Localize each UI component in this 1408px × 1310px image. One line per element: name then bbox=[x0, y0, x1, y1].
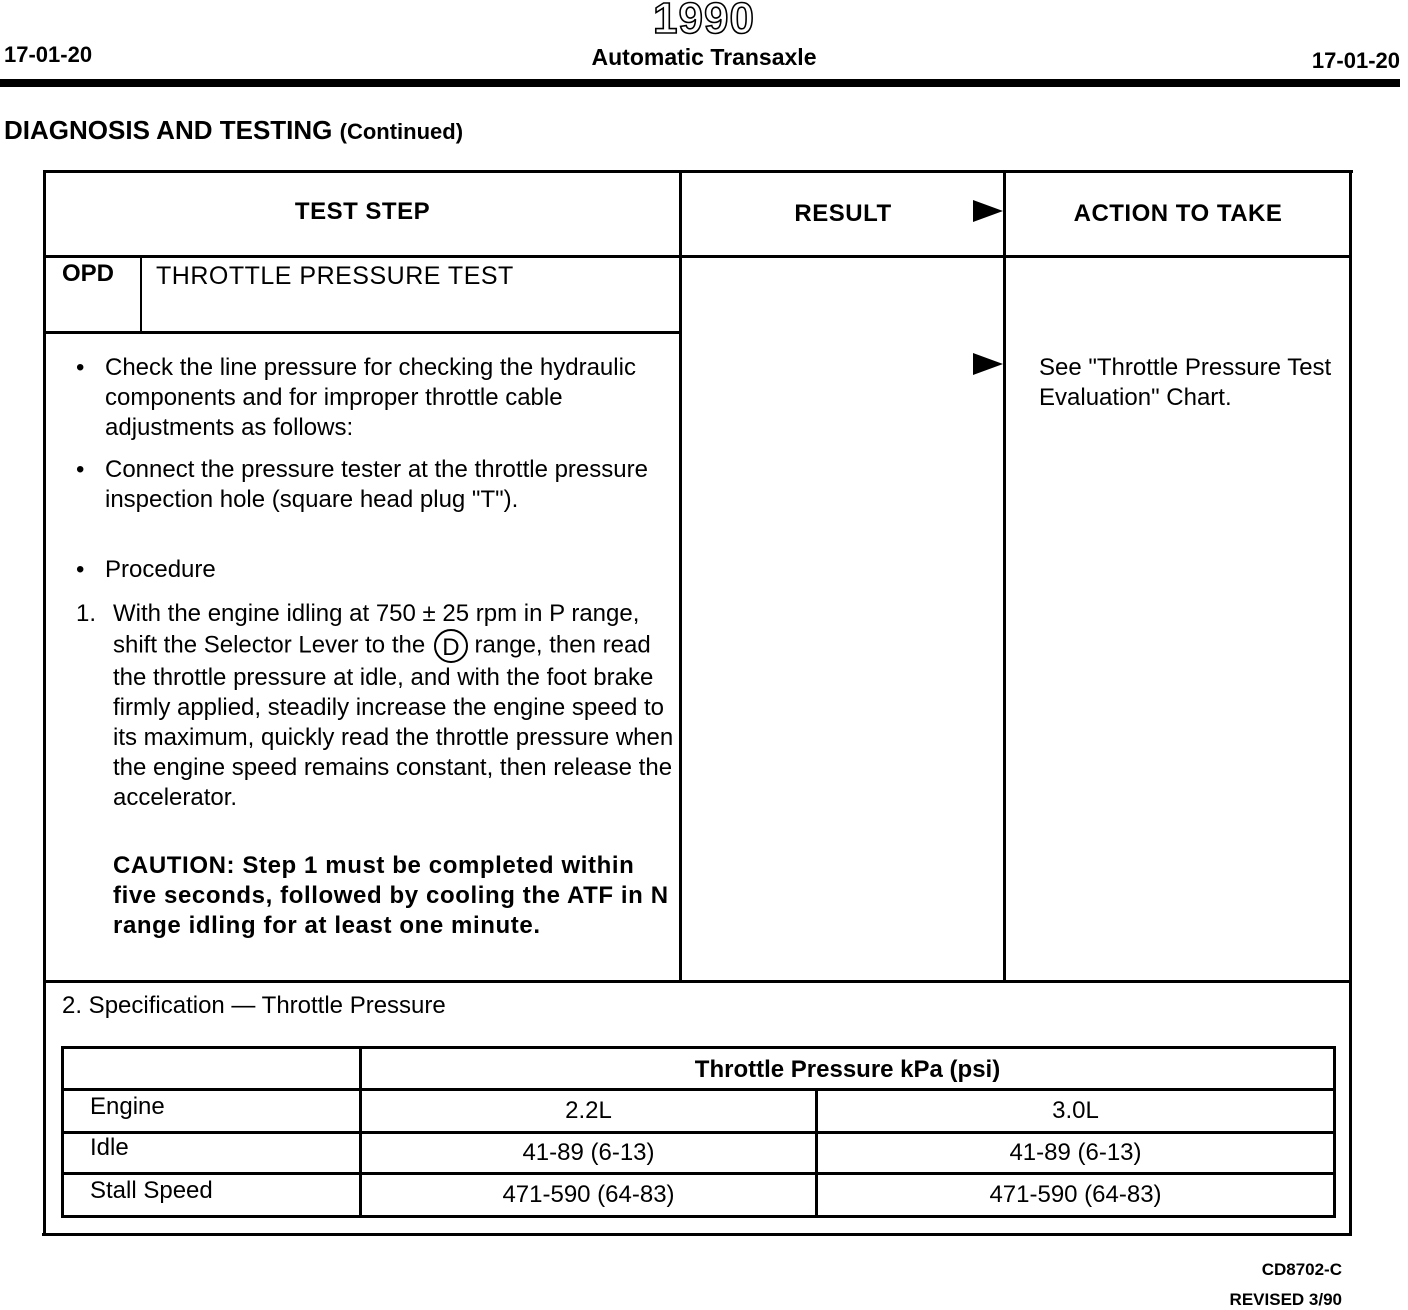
bullet-text: Check the line pressure for checking the hydraulic components and for improper throttle cable adjustments as follows: bbox=[105, 354, 636, 441]
spec-border-left bbox=[61, 1046, 64, 1218]
stall-3-0l: 471-590 (64-83) bbox=[989, 1181, 1162, 1208]
page-code-right: 17-01-20 bbox=[1311, 48, 1400, 73]
col-3-0l: 3.0L bbox=[1052, 1097, 1099, 1124]
col-2-2l: 2.2L bbox=[565, 1097, 612, 1124]
row-label-engine: Engine bbox=[90, 1093, 165, 1120]
spec-heading: 2. Specification — Throttle Pressure bbox=[62, 992, 446, 1019]
step-text bbox=[113, 599, 678, 813]
bullet-text: Connect the pressure tester at the throttle pressure inspection hole (square head plug "T"). bbox=[105, 456, 648, 513]
idle-3-0l: 41-89 (6-13) bbox=[1009, 1139, 1142, 1166]
table-border-right bbox=[1349, 170, 1352, 1236]
spec-line-1 bbox=[61, 1088, 1336, 1091]
stall-2-2l: 471-590 (64-83) bbox=[502, 1181, 675, 1208]
idle-2-2l: 41-89 (6-13) bbox=[522, 1139, 655, 1166]
col-divider-result bbox=[679, 170, 682, 982]
step-text-part-1: With the engine idling at 750 ± 25 rpm in P range, shift the Selector Lever to the bbox=[113, 600, 640, 659]
bullet-icon: • bbox=[76, 354, 85, 381]
arrow-icon bbox=[973, 200, 1003, 222]
row-label-idle: Idle bbox=[90, 1134, 129, 1161]
step-text-part-2: range, then read the throttle pressure at idle, and with the foot brake firmly applied, steadily increase the engine speed to its maximum, quickly read the throttle pressure when the engine speed remains constant, then release the accelerator. bbox=[113, 631, 674, 811]
page-code-left: 17-01-20 bbox=[4, 42, 93, 67]
opd-underline bbox=[43, 331, 681, 334]
action-text: See "Throttle Pressure Test Evaluation" Chart. bbox=[1039, 354, 1332, 411]
spec-table-title: Throttle Pressure kPa (psi) bbox=[694, 1056, 1001, 1083]
table-border-left bbox=[43, 170, 46, 1236]
drive-range-symbol: D bbox=[434, 629, 468, 663]
spec-line-2 bbox=[61, 1131, 1336, 1134]
revised-date: REVISED 3/90 bbox=[1229, 1290, 1342, 1309]
bullet-icon: • bbox=[76, 556, 85, 583]
section-title-text: DIAGNOSIS AND TESTING bbox=[4, 115, 333, 145]
step-number: 1. bbox=[76, 600, 97, 627]
spec-border-right bbox=[1333, 1046, 1336, 1218]
section-title bbox=[4, 115, 463, 146]
test-id: OPD bbox=[62, 260, 115, 287]
header-title: Automatic Transaxle bbox=[591, 44, 817, 70]
year-banner: 1990 bbox=[653, 0, 755, 43]
header-result: RESULT bbox=[794, 200, 892, 227]
header-underline bbox=[43, 255, 1352, 258]
arrow-icon bbox=[973, 353, 1003, 375]
row-label-stall: Stall Speed bbox=[90, 1177, 213, 1204]
spec-line-3 bbox=[61, 1172, 1336, 1175]
table-border-bottom bbox=[42, 1233, 1352, 1236]
bullet-text: Procedure bbox=[105, 556, 216, 583]
table-border-top bbox=[43, 170, 1353, 173]
header-rule bbox=[0, 79, 1400, 87]
figure-code: CD8702-C bbox=[1261, 1260, 1342, 1279]
spec-border-bottom bbox=[61, 1215, 1336, 1218]
opd-divider bbox=[140, 255, 142, 333]
bullet-icon: • bbox=[76, 456, 85, 483]
spec-separator bbox=[43, 980, 1352, 983]
spec-border-top bbox=[61, 1046, 1336, 1049]
caution-note: CAUTION: Step 1 must be completed within five seconds, followed by cooling the ATF in N range idling for at least one minute. bbox=[113, 852, 669, 939]
header-action: ACTION TO TAKE bbox=[1073, 200, 1283, 227]
col-divider-action bbox=[1003, 170, 1006, 982]
test-name: THROTTLE PRESSURE TEST bbox=[156, 262, 514, 290]
header-test-step: TEST STEP bbox=[294, 198, 431, 225]
section-continued: (Continued) bbox=[339, 119, 464, 144]
